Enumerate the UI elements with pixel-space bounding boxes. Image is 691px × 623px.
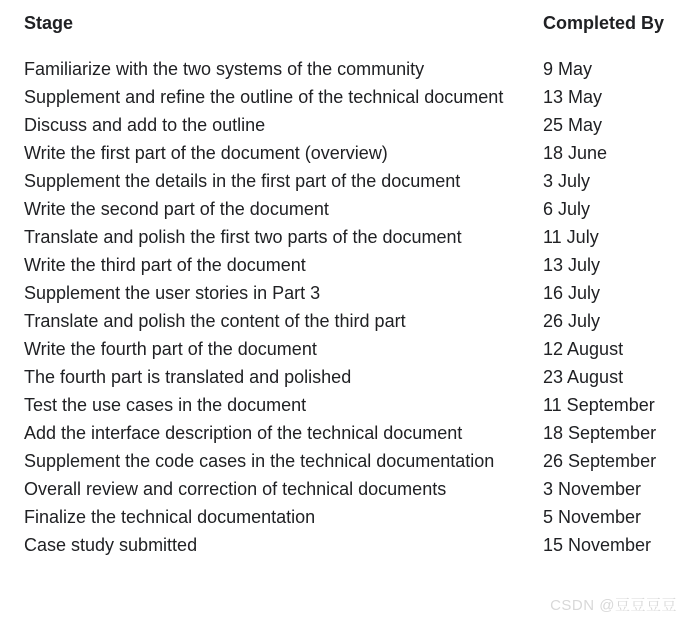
completed-by-cell: 26 July [543,311,601,331]
completed-by-cell: 6 July [543,199,591,219]
completed-by-cell: 9 May [543,59,593,79]
stage-cell: Supplement the details in the first part of the document [24,171,461,191]
completed-by-cell: 18 June [543,143,608,163]
table-row [15,196,685,224]
completed-by-cell: 25 May [543,115,603,135]
schedule-rows [15,56,685,560]
completed-by-cell: 18 September [543,423,657,443]
completed-by-cell: 26 September [543,451,657,471]
header-row [15,4,685,56]
stage-cell: Discuss and add to the outline [24,115,266,135]
table-row [15,140,685,168]
stage-cell: Supplement and refine the outline of the technical document [24,87,504,107]
stage-cell: The fourth part is translated and polished [24,367,352,387]
stage-cell: Finalize the technical documentation [24,507,316,527]
completed-by-cell: 3 November [543,479,642,499]
table-row [15,252,685,280]
stage-cell: Test the use cases in the document [24,395,307,415]
completed-by-cell: 13 July [543,255,601,275]
table-row [15,420,685,448]
stage-column-header: Stage [24,13,74,33]
stage-cell: Write the third part of the document [24,255,306,275]
completed-by-cell: 15 November [543,535,652,555]
stage-cell: Familiarize with the two systems of the community [24,59,425,79]
completed-by-cell: 11 July [543,227,599,247]
completed-by-cell: 3 July [543,171,591,191]
completed-by-cell: 11 September [543,395,655,415]
stage-cell: Add the interface description of the technical document [24,423,463,443]
stage-cell: Case study submitted [24,535,198,555]
table-row [15,224,685,252]
completed-by-cell: 5 November [543,507,642,527]
table-row [15,56,685,84]
completed-by-cell: 13 May [543,87,603,107]
table-row [15,476,685,504]
completed-by-cell: 23 August [543,367,624,387]
completed-by-cell: 16 July [543,283,601,303]
table-row [15,448,685,476]
stage-cell: Write the first part of the document (overview) [24,143,388,163]
table-row [15,112,685,140]
completed-by-cell: 12 August [543,339,624,359]
table-row [15,504,685,532]
stage-cell: Overall review and correction of technical documents [24,479,447,499]
stage-cell: Translate and polish the first two parts of the document [24,227,462,247]
table-row [15,168,685,196]
table-row [15,532,685,560]
stage-cell: Write the second part of the document [24,199,329,219]
table-row [15,364,685,392]
table-row [15,280,685,308]
table-row [15,308,685,336]
stage-cell: Supplement the code cases in the technical documentation [24,451,495,471]
stage-cell: Write the fourth part of the document [24,339,317,359]
table-row [15,84,685,112]
table-row [15,336,685,364]
stage-cell: Translate and polish the content of the third part [24,311,406,331]
schedule-table [15,4,685,560]
watermark: CSDN @豆豆豆豆 [550,597,677,614]
table-row [15,392,685,420]
stage-cell: Supplement the user stories in Part 3 [24,283,321,303]
completed-by-column-header: Completed By [543,13,665,33]
